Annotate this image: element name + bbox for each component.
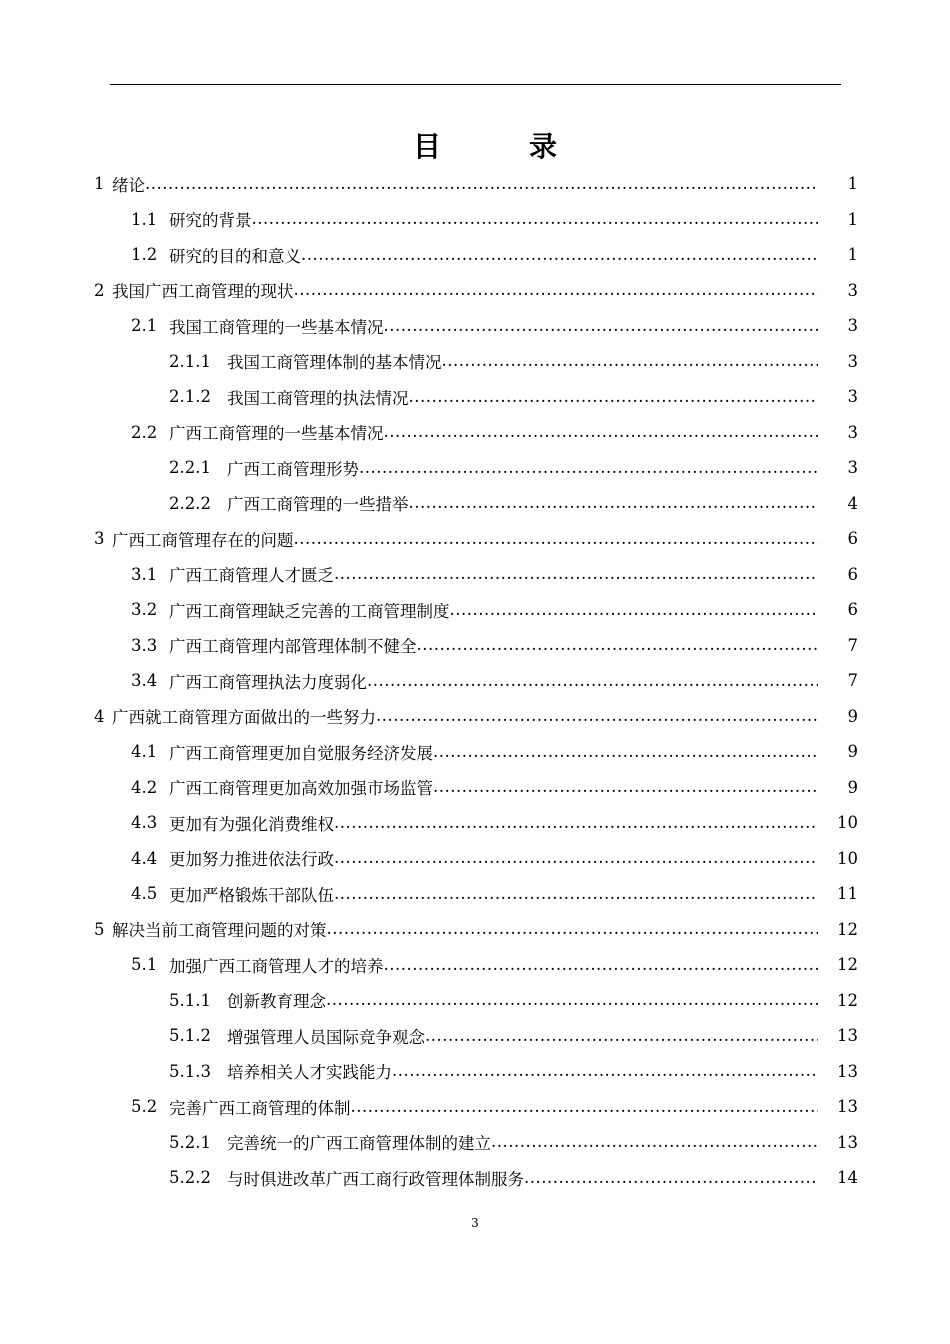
- toc-entry-number: 2.1.1: [169, 351, 211, 371]
- toc-entry-page: 1: [847, 174, 858, 194]
- toc-entry-page: 6: [847, 529, 858, 549]
- toc-entry-page: 6: [847, 564, 858, 584]
- toc-entry-title: 与时俱进改革广西工商行政管理体制服务: [227, 1169, 524, 1189]
- toc-entry-number: 5.1.3: [169, 1061, 211, 1081]
- toc-leader-dots: [334, 848, 818, 868]
- toc-entry-page: 13: [837, 1132, 858, 1152]
- toc-entry-page: 3: [847, 422, 858, 442]
- toc-entry-title: 我国工商管理体制的基本情况: [227, 353, 442, 373]
- toc-entry[interactable]: [0, 237, 950, 273]
- toc-entry-number: 2.2: [131, 422, 158, 442]
- toc-entry-title: 广西工商管理执法力度弱化: [169, 672, 367, 692]
- toc-entry-page: 13: [837, 1097, 858, 1117]
- toc-entry-page: 14: [837, 1168, 858, 1188]
- toc-entry-page: 3: [847, 316, 858, 336]
- toc-leader-dots: [334, 813, 818, 833]
- toc-entry[interactable]: [0, 841, 950, 877]
- toc-leader-dots: [392, 1061, 818, 1081]
- toc-entry-number: 4: [94, 706, 105, 726]
- toc-entry-number: 5.2.2: [169, 1168, 211, 1188]
- toc-entry-page: 11: [837, 884, 858, 904]
- toc-entry-number: 5.1.2: [169, 1026, 211, 1046]
- toc-entry-title: 研究的背景: [169, 211, 252, 231]
- toc-entry[interactable]: [0, 699, 950, 735]
- toc-entry[interactable]: [0, 947, 950, 983]
- toc-entry-number: 5.1: [131, 955, 158, 975]
- toc-leader-dots: [433, 742, 818, 762]
- toc-entry-number: 4.2: [131, 777, 158, 797]
- toc-entry-title: 研究的目的和意义: [169, 246, 301, 266]
- toc-entry-title: 广西工商管理的一些基本情况: [169, 424, 384, 444]
- toc-entry-title: 完善广西工商管理的体制: [169, 1098, 351, 1118]
- toc-entry-title: 广西工商管理内部管理体制不健全: [169, 637, 417, 657]
- toc-entry[interactable]: [0, 628, 950, 664]
- toc-entry-page: 12: [837, 990, 858, 1010]
- toc-entry[interactable]: [0, 1054, 950, 1090]
- toc-entry[interactable]: [0, 876, 950, 912]
- toc-entry[interactable]: [0, 202, 950, 238]
- toc-entry-title: 广西工商管理更加自觉服务经济发展: [169, 743, 433, 763]
- toc-leader-dots: [334, 884, 818, 904]
- toc-leader-dots: [327, 919, 819, 939]
- toc-entry[interactable]: [0, 1125, 950, 1161]
- page-number: 3: [471, 1216, 479, 1230]
- toc-leader-dots: [294, 529, 819, 549]
- toc-leader-dots: [252, 209, 819, 229]
- toc-entry-page: 12: [837, 955, 858, 975]
- toc-leader-dots: [384, 422, 819, 442]
- toc-entry-page: 13: [837, 1061, 858, 1081]
- toc-entry-number: 4.4: [131, 848, 158, 868]
- toc-leader-dots: [351, 1097, 819, 1117]
- toc-entry-page: 12: [837, 919, 858, 939]
- toc-entry-title: 加强广西工商管理人才的培养: [169, 956, 384, 976]
- toc-entry-title: 完善统一的广西工商管理体制的建立: [227, 1134, 491, 1154]
- toc-leader-dots: [433, 777, 818, 797]
- toc-entry-page: 7: [847, 671, 858, 691]
- toc-entry-page: 9: [847, 706, 858, 726]
- toc-entry-title: 广西工商管理缺乏完善的工商管理制度: [169, 601, 450, 621]
- toc-leader-dots: [417, 635, 819, 655]
- toc-entry-page: 6: [847, 600, 858, 620]
- toc-entry-page: 10: [837, 813, 858, 833]
- toc-entry[interactable]: [0, 308, 950, 344]
- toc-entry-page: 3: [847, 387, 858, 407]
- toc-entry[interactable]: [0, 734, 950, 770]
- toc-entry[interactable]: [0, 1089, 950, 1125]
- toc-entry-page: 7: [847, 635, 858, 655]
- toc-leader-dots: [326, 990, 818, 1010]
- toc-entry[interactable]: [0, 450, 950, 486]
- toc-entry[interactable]: [0, 415, 950, 451]
- toc-entry[interactable]: [0, 557, 950, 593]
- toc-entry-number: 4.3: [131, 813, 158, 833]
- toc-entry-page: 9: [847, 742, 858, 762]
- toc-entry[interactable]: [0, 912, 950, 948]
- toc-entry[interactable]: [0, 983, 950, 1019]
- toc-entry-number: 2.1: [131, 316, 158, 336]
- toc-entry[interactable]: [0, 166, 950, 202]
- toc-entry-title: 更加努力推进依法行政: [169, 850, 334, 870]
- toc-leader-dots: [384, 316, 819, 336]
- toc-entry-title: 广西工商管理存在的问题: [112, 530, 294, 550]
- toc-entry-title: 更加严格锻炼干部队伍: [169, 885, 334, 905]
- toc-leader-dots: [409, 493, 819, 513]
- toc-entry[interactable]: [0, 592, 950, 628]
- toc-leader-dots: [491, 1132, 818, 1152]
- toc-entry-title: 增强管理人员国际竞争观念: [227, 1027, 425, 1047]
- toc-entry-page: 10: [837, 848, 858, 868]
- toc-entry[interactable]: [0, 805, 950, 841]
- toc-entry-title: 绪论: [112, 175, 145, 195]
- toc-entry-page: 1: [847, 245, 858, 265]
- toc-entry[interactable]: [0, 521, 950, 557]
- toc-entry-number: 5.2: [131, 1097, 158, 1117]
- toc-leader-dots: [442, 351, 819, 371]
- toc-entry-number: 3.1: [131, 564, 158, 584]
- toc-entry-number: 1.2: [131, 245, 158, 265]
- toc-entry[interactable]: [0, 1018, 950, 1054]
- toc-entry-page: 3: [847, 351, 858, 371]
- toc-entry-page: 3: [847, 280, 858, 300]
- toc-entry-number: 3: [94, 529, 105, 549]
- toc-leader-dots: [376, 706, 818, 726]
- toc-entry-number: 2.2.1: [169, 458, 211, 478]
- toc-leader-dots: [359, 458, 818, 478]
- toc-leader-dots: [294, 280, 819, 300]
- toc-entry-title: 更加有为强化消费维权: [169, 814, 334, 834]
- toc-entry-page: 4: [847, 493, 858, 513]
- toc-entry-title: 我国工商管理的执法情况: [227, 388, 409, 408]
- toc-entry-number: 2.1.2: [169, 387, 211, 407]
- toc-entry-number: 3.3: [131, 635, 158, 655]
- toc-entry-title: 广西工商管理更加高效加强市场监管: [169, 779, 433, 799]
- table-of-contents: [0, 166, 950, 1196]
- toc-entry-number: 2: [94, 280, 105, 300]
- toc-entry-number: 3.4: [131, 671, 158, 691]
- toc-leader-dots: [409, 387, 819, 407]
- toc-entry-number: 2.2.2: [169, 493, 211, 513]
- toc-entry[interactable]: [0, 1160, 950, 1196]
- toc-entry-number: 5.2.1: [169, 1132, 211, 1152]
- toc-entry[interactable]: [0, 663, 950, 699]
- toc-entry-title: 解决当前工商管理问题的对策: [112, 921, 327, 941]
- toc-entry-title: 广西工商管理人才匮乏: [169, 566, 334, 586]
- toc-entry-number: 4.1: [131, 742, 158, 762]
- toc-entry-number: 1: [94, 174, 105, 194]
- toc-entry-page: 13: [837, 1026, 858, 1046]
- toc-leader-dots: [384, 955, 819, 975]
- toc-entry-title: 广西就工商管理方面做出的一些努力: [112, 708, 376, 728]
- toc-leader-dots: [524, 1168, 818, 1188]
- toc-entry-page: 3: [847, 458, 858, 478]
- toc-entry-number: 4.5: [131, 884, 158, 904]
- toc-entry-number: 5.1.1: [169, 990, 211, 1010]
- toc-leader-dots: [450, 600, 819, 620]
- toc-entry-title: 我国工商管理的一些基本情况: [169, 317, 384, 337]
- toc-entry-page: 1: [847, 209, 858, 229]
- toc-leader-dots: [334, 564, 818, 584]
- toc-entry-title: 我国广西工商管理的现状: [112, 282, 294, 302]
- toc-entry-title: 广西工商管理的一些措举: [227, 495, 409, 515]
- toc-leader-dots: [301, 245, 818, 265]
- toc-entry-number: 1.1: [131, 209, 158, 229]
- toc-entry-number: 5: [94, 919, 105, 939]
- toc-leader-dots: [145, 174, 818, 194]
- toc-entry-title: 培养相关人才实践能力: [227, 1063, 392, 1083]
- toc-entry[interactable]: [0, 770, 950, 806]
- toc-entry-number: 3.2: [131, 600, 158, 620]
- page-title: 目 录: [412, 130, 587, 163]
- toc-leader-dots: [425, 1026, 818, 1046]
- header-rule: [110, 84, 841, 85]
- toc-leader-dots: [367, 671, 818, 691]
- toc-entry-page: 9: [847, 777, 858, 797]
- toc-entry[interactable]: [0, 344, 950, 380]
- toc-entry-title: 广西工商管理形势: [227, 459, 359, 479]
- toc-entry[interactable]: [0, 379, 950, 415]
- toc-entry[interactable]: [0, 273, 950, 309]
- toc-entry[interactable]: [0, 486, 950, 522]
- toc-entry-title: 创新教育理念: [227, 992, 326, 1012]
